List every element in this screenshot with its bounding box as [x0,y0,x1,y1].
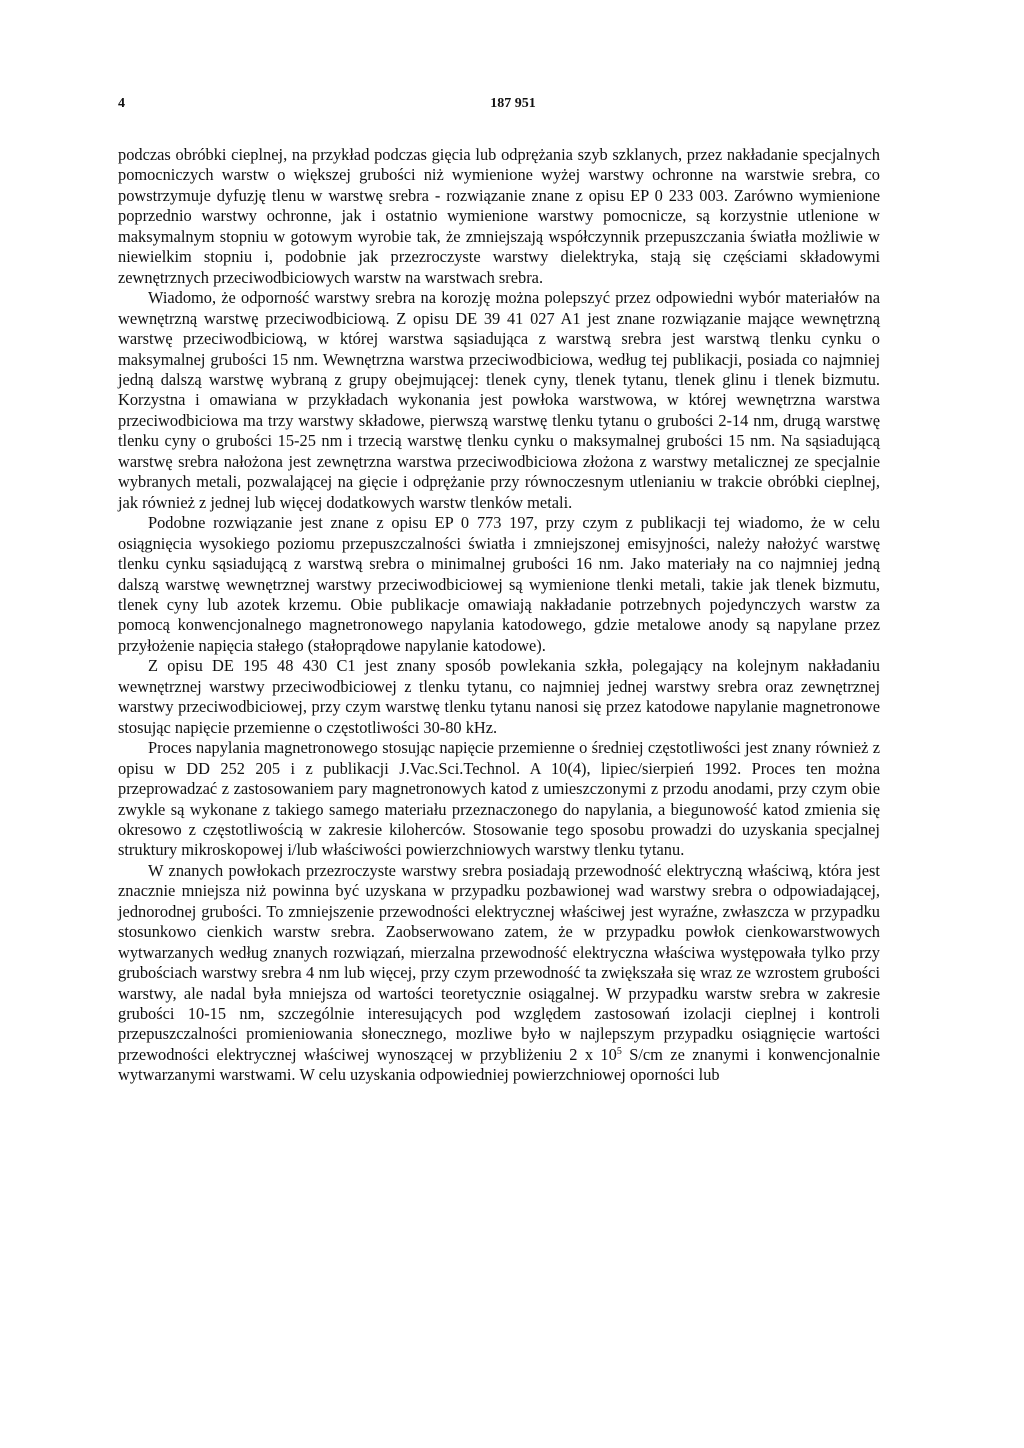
paragraph: podczas obróbki cieplnej, na przykład podczas gięcia lub odprężania szyb szklanych, przez nakładanie specjalnych pomocniczych warstw o większej grubości niż wymienione wyżej warstwy ochronne na warstwie srebra, co powstrzymuje dyfuzję tlenu w warstwę srebra - rozwiązanie znane z opisu EP 0 233 003. Zarówno wymienione poprzednio warstwy ochronne, jak i ostatnio wymienione warstwy pomocnicze, są korzystnie utlenione w maksymalnym stopniu w gotowym wyrobie tak, że zmniejszają współczynnik przepuszczania światła możliwie w niewielkim stopniu i, podobnie jak przezroczyste warstwy dielektryka, stają się częściami składowymi zewnętrznych przeciwodbiciowych warstw na warstwach srebra. [118,145,880,287]
body-text [118,145,880,1086]
page-header [118,96,908,120]
paragraph-last [118,861,880,1086]
paragraph: Proces napylania magnetronowego stosując napięcie przemienne o średniej częstotliwości jest znany również z opisu w DD 252 205 i z publikacji J.Vac.Sci.Technol. A 10(4), lipiec/sierpień 1992. Proces ten można przeprowadzać z zastosowaniem pary magnetronowych katod z umieszczonymi z przodu anodami, przy czym obie zwykle są wykonane z takiego samego materiału przeznaczonego do napylania, a biegunowość katod zmienia się okresowo z częstotliwością w zakresie kiloherców. Stosowanie tego sposobu prowadzi do uzyskania specjalnej struktury mikroskopowej i/lub właściwości powierzchniowych warstwy tlenku tytanu. [118,738,880,860]
paragraph: Z opisu DE 195 48 430 C1 jest znany sposób powlekania szkła, polegający na kolejnym nakładaniu wewnętrznej warstwy przeciwodbiciowej z tlenku tytanu, co najmniej jednej warstwy srebra oraz zewnętrznej warstwy przeciwodbiciowej, przy czym warstwę tlenku tytanu nanosi się przez katodowe napylanie magnetronowe stosując napięcie przemienne o częstotliwości 30-80 kHz. [118,656,880,737]
paragraph: Wiadomo, że odporność warstwy srebra na korozję można polepszyć przez odpowiedni wybór materiałów na wewnętrzną warstwę przeciwodbiciową. Z opisu DE 39 41 027 A1 jest znane rozwiązanie mające wewnętrzną warstwę przeciwodbiciową, w której warstwa sąsiadująca z warstwą srebra jest warstwą tlenku cynku o maksymalnej grubości 15 nm. Wewnętrzna warstwa przeciwodbiciowa, według tej publikacji, posiada co najmniej jedną dalszą warstwę wybraną z grupy obejmującej: tlenek cyny, tlenek tytanu, tlenek glinu i tlenek bizmutu. Korzystna i omawiana w przykładach wykonania jest powłoka warstwowa, w której wewnętrzna warstwa przeciwodbiciowa ma trzy warstwy składowe, pierwszą warstwę tlenku tytanu o grubości 2-14 nm, drugą warstwę tlenku cyny o grubości 15-25 nm i trzecią warstwę tlenku cynku o maksymalnej grubości 15 nm. Na sąsiadującą warstwę srebra nałożona jest zewnętrzna warstwa przeciwodbiciowa złożona z warstwy metalicznej ze specjalnie wybranych metali, pozwalającej na gięcie i odprężanie przy równoczesnym utlenianiu w trakcie obróbki cieplnej, jak również z jednej lub więcej dodatkowych warstw tlenków metali. [118,288,880,512]
patent-number: 187 951 [490,96,536,111]
paragraph-text: W znanych powłokach przezroczyste warstwy srebra posiadają przewodność elektryczną właściwą, która jest znacznie mniejsza niż powinna być uzyskana w przypadku pozbawionej wad warstwy srebra o odpowiadającej, jednorodnej grubości. To zmniejszenie przewodności elektrycznej właściwej jest wyraźne, zwłaszcza w przypadku stosunkowo cienkich warstw srebra. Zaobserwowano zatem, że w przypadku powłok cienkowarstwowych wytwarzanych według znanych rozwiązań, mierzalna przewodność elektryczna właściwa występowała tylko przy grubościach warstwy srebra 4 nm lub więcej, przy czym przewodność ta zwiększała się wraz ze wzrostem grubości warstwy, ale nadal była mniejsza od wartości teoretycznie osiągalnej. W przypadku warstw srebra w zakresie grubości 10-15 nm, szczególnie interesujących pod względem zastosowań izolacji cieplnej i kontroli przepuszczalności promieniowania słonecznego, mozliwe było w najlepszym przypadku osiągnięcie wartości przewodności elektrycznej właściwej wynoszącej w przybliżeniu 2 x 10 [118,860,880,1064]
paragraph-tail: S/cm ze znanymi i konwencjonalnie wytwarzanymi warstwami. W celu uzyskania odpowiedniej powierzchniowej oporności lub [118,1044,880,1085]
page-number: 4 [118,96,125,111]
exponent: 5 [616,1045,622,1057]
paragraph: Podobne rozwiązanie jest znane z opisu EP 0 773 197, przy czym z publikacji tej wiadomo, że w celu osiągnięcia wysokiego poziomu przepuszczalności światła i zmniejszonej emisyjności, należy nałożyć warstwę tlenku cynku sąsiadującą z warstwą srebra o minimalnej grubości 16 nm. Jako materiały na co najmniej jedną dalszą warstwę wewnętrznej warstwy przeciwodbiciowej są wymienione tlenki metali, takie jak tlenek bizmutu, tlenek cyny lub azotek krzemu. Obie publikacje omawiają nakładanie potrzebnych pojedynczych warstw za pomocą konwencjonalnego magnetronowego napylania katodowego, gdzie metalowe anody są napylane przez przyłożenie napięcia stałego (stałoprądowe napylanie katodowe). [118,513,880,655]
